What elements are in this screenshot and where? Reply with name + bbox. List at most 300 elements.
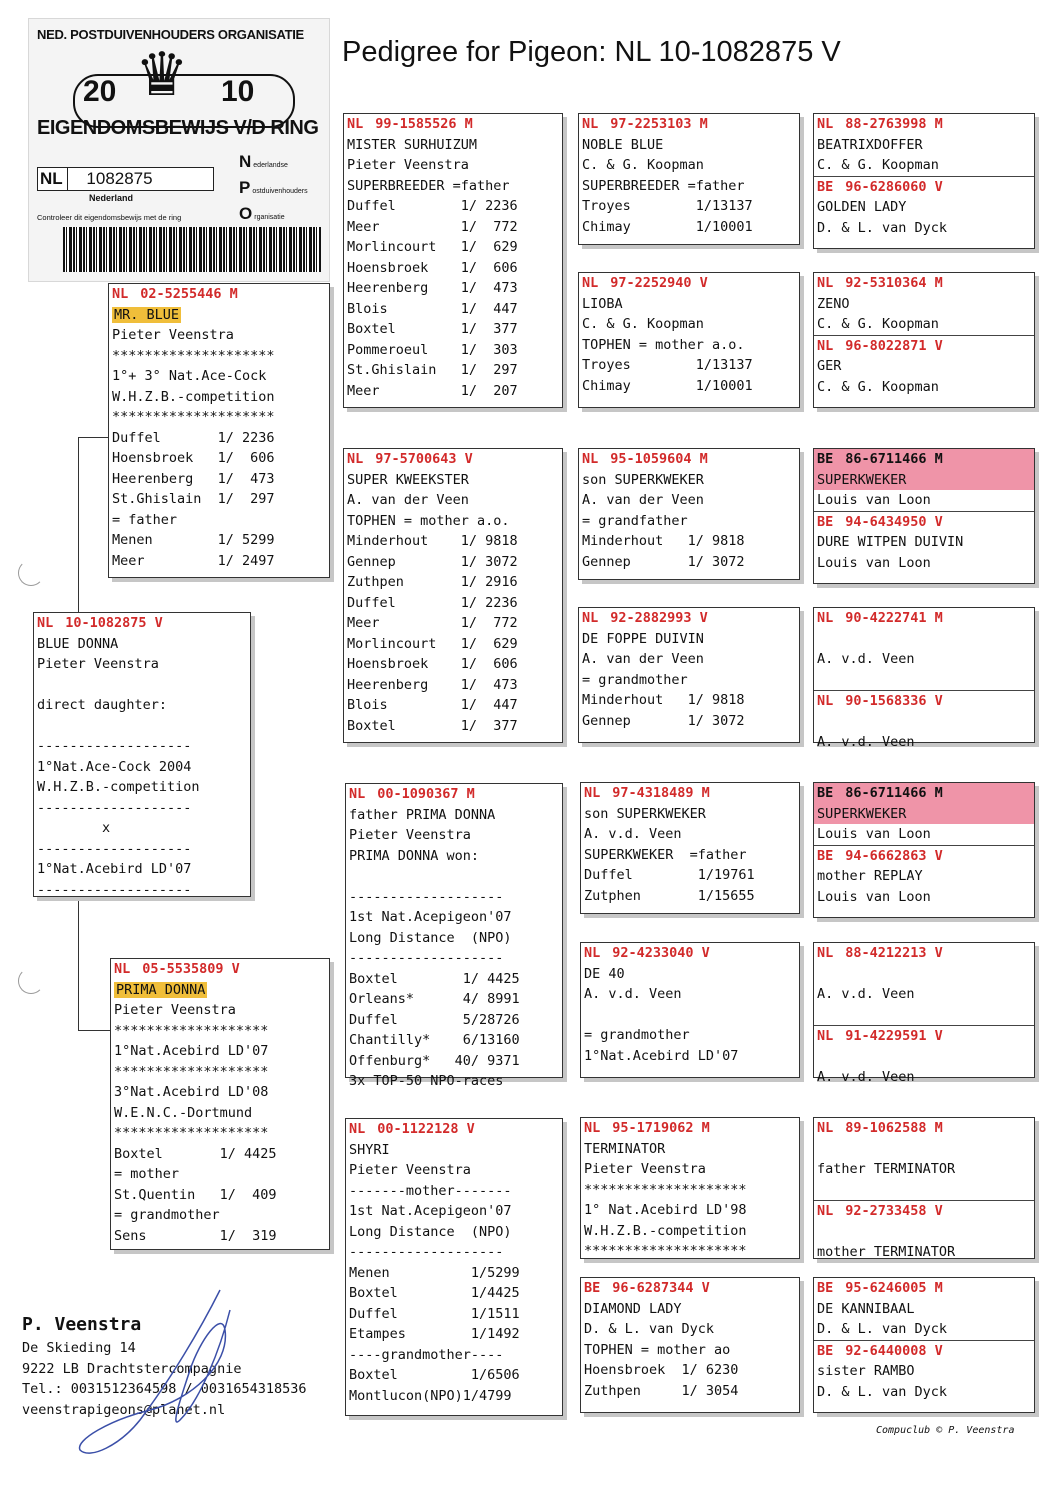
connector-line — [78, 1030, 110, 1031]
pigeon-line: Montlucon(NPO)1/4799 — [349, 1387, 512, 1404]
pigeon-line — [817, 1047, 1032, 1068]
pigeon-line: Duffel 1/19761 — [584, 867, 755, 883]
pigeon-line: father PRIMA DONNA — [349, 806, 496, 823]
ring-value: 00-1122128 V — [377, 1121, 475, 1137]
ring-number — [584, 943, 797, 964]
ring-country: NL — [817, 275, 834, 291]
pigeon-line: Hoensbroek 1/ 6230 — [584, 1362, 739, 1378]
pigeon-entry — [817, 943, 1032, 1025]
breeder-street: De Skieding 14 — [22, 1340, 136, 1356]
pigeon-line: ******************* — [114, 1022, 269, 1039]
ring-country: NL — [817, 337, 834, 354]
pigeon-line: ------------------- — [37, 881, 192, 898]
pedigree-box-ff — [343, 113, 563, 408]
ring-country: NL — [349, 1121, 366, 1137]
ring-number — [817, 608, 1032, 629]
pigeon-entry — [814, 1025, 1034, 1108]
card-npo-block: Nederlandse Postduivenhouders Organisatie — [239, 152, 308, 223]
ring-number — [817, 336, 1032, 357]
ring-value: 05-5535809 V — [142, 961, 240, 977]
ring-value: 90-1568336 V — [845, 693, 943, 709]
ring-country: BE — [817, 178, 834, 195]
ring-country: NL — [582, 451, 599, 467]
pigeon-line: Pieter Veenstra — [347, 157, 469, 173]
pigeon-line — [817, 964, 1032, 985]
pigeon-entry — [814, 511, 1034, 574]
pigeon-line: A. v.d. Veen — [817, 734, 915, 750]
ring-country: NL — [347, 451, 364, 467]
card-org: NED. POSTDUIVENHOUDERS ORGANISATIE — [37, 27, 304, 42]
pigeon-line: W.H.Z.B.-competition — [584, 1222, 747, 1239]
ring-value: 92-2733458 V — [845, 1203, 943, 1219]
ring-number — [817, 449, 1032, 470]
pigeon-line: ZENO — [817, 295, 850, 312]
pigeon-line: A. van der Veen — [582, 651, 704, 667]
pigeon-line: SUPERKWEKER — [817, 805, 907, 822]
pigeon-line: = grandmother — [582, 671, 688, 688]
pigeon-line: ******************** — [112, 347, 275, 364]
copyright: Compuclub © P. Veenstra — [876, 1425, 1015, 1436]
pigeon-line: son SUPERKWEKER — [584, 805, 706, 822]
pigeon-line: DE KANNIBAAL — [817, 1300, 915, 1317]
pigeon-line: Minderhout 1/ 9818 — [347, 533, 518, 549]
pigeon-line: Boxtel 1/ 377 — [347, 321, 518, 337]
pigeon-line: Boxtel 1/ 4425 — [349, 970, 520, 987]
pigeon-line: W.H.Z.B.-competition — [37, 779, 200, 795]
ring-number — [349, 1119, 560, 1140]
pigeon-line: D. & L. van Dyck — [817, 1383, 948, 1400]
pigeon-line: 1st Nat.Acepigeon'07 — [349, 909, 512, 925]
pigeon-line: Offenburg* 40/ 9371 — [349, 1052, 520, 1069]
pedigree-box-mff — [580, 782, 800, 914]
pigeon-line: Zuthpen 1/ 3054 — [584, 1382, 739, 1399]
pigeon-line: D. & L. van Dyck — [584, 1321, 715, 1337]
pigeon-line: father TERMINATOR — [817, 1161, 956, 1177]
pigeon-line: ------------------- — [349, 888, 504, 905]
pedigree-box-fm — [343, 448, 563, 743]
pigeon-head — [817, 1278, 1032, 1299]
pigeon-line: TERMINATOR — [584, 1140, 666, 1157]
ring-value: 91-4229591 V — [845, 1028, 943, 1044]
pigeon-line: DE 40 — [584, 965, 625, 982]
pigeon-line — [584, 1005, 797, 1026]
pigeon-line: Gennep 1/ 3072 — [582, 553, 745, 570]
pigeon-line: Duffel 1/ 2236 — [347, 198, 518, 214]
pigeon-line: BLUE DONNA — [37, 635, 119, 652]
ring-country: BE — [817, 1342, 834, 1359]
pigeon-line: ------------------- — [349, 1244, 504, 1260]
ring-number — [114, 959, 327, 980]
card-year-right: 10 — [221, 75, 255, 108]
pigeon-name-text: PRIMA DONNA — [116, 981, 206, 998]
pigeon-line — [817, 1222, 1032, 1243]
pigeon-line: Long Distance (NPO) — [349, 929, 512, 946]
pigeon-line: Gennep 1/ 3072 — [582, 712, 745, 729]
pigeon-line: Pieter Veenstra — [112, 327, 234, 343]
ring-country: NL — [817, 1028, 834, 1044]
pigeon-line: D. & L. van Dyck — [817, 1321, 948, 1337]
pigeon-line: Zutphen 1/15655 — [584, 887, 755, 904]
pigeon-line: C. & G. Koopman — [817, 316, 939, 332]
lion-emblem-icon: ♛ — [135, 41, 189, 108]
pigeon-line: A. v.d. Veen — [584, 986, 682, 1002]
pigeon-line: Gennep 1/ 3072 — [347, 553, 518, 570]
pigeon-line: ------------------- — [349, 950, 504, 966]
ring-country: NL — [582, 610, 599, 626]
ring-country: BE — [817, 513, 834, 530]
pigeon-line: A. v.d. Veen — [817, 1069, 915, 1085]
pigeon-line: Meer 1/ 772 — [347, 615, 518, 631]
pedigree-box-fmm — [578, 607, 800, 743]
pigeon-line: Blois 1/ 447 — [347, 300, 518, 317]
pigeon-line: Duffel 5/28726 — [349, 1011, 520, 1028]
pedigree-box-mf — [345, 783, 563, 1089]
ring-value: 10-1082875 V — [65, 615, 163, 631]
ring-number — [349, 784, 560, 805]
card-country: NL — [38, 168, 68, 190]
pigeon-line: Pieter Veenstra — [37, 656, 159, 672]
barcode — [63, 227, 321, 272]
breeder-phone: Tel.: 0031512364598 / 0031654318536 — [22, 1381, 307, 1397]
pigeon-line: W.H.Z.B.-competition — [112, 388, 275, 405]
ring-country: BE — [817, 451, 834, 467]
pigeon-entry — [814, 690, 1034, 773]
pigeon-line: C. & G. Koopman — [817, 378, 939, 395]
pigeon-line: 1°Nat.Acebird LD'07 — [584, 1047, 739, 1064]
ring-value: 96-6286060 V — [845, 178, 943, 195]
pigeon-head — [817, 691, 1032, 712]
pigeon-entry — [817, 114, 1032, 176]
pigeon-line: A. v.d. Veen — [817, 651, 915, 667]
signature — [50, 1270, 310, 1470]
pigeon-line: ******************** — [584, 1243, 747, 1259]
pigeon-head — [817, 846, 1032, 867]
pigeon-entry — [814, 1200, 1034, 1283]
pigeon-entry — [817, 608, 1032, 690]
pigeon-line: SUPERBREEDER =father — [347, 177, 510, 194]
pigeon-entry — [817, 783, 1032, 845]
pigeon-line: DURE WITPEN DUIVIN — [817, 534, 964, 550]
pigeon-entry — [814, 335, 1034, 398]
pigeon-head — [817, 1201, 1032, 1222]
ring-value: 95-1059604 M — [610, 451, 708, 467]
ring-value: 92-2882993 V — [610, 610, 708, 626]
ring-value: 92-4233040 V — [612, 945, 710, 961]
pedigree-box-mother — [110, 958, 330, 1250]
pigeon-line: SUPERKWEKER =father — [584, 846, 747, 863]
pigeon-line: Minderhout 1/ 9818 — [582, 692, 745, 708]
pigeon-name — [114, 980, 327, 1001]
pigeon-line: 3°Nat.Acebird LD'08 — [114, 1084, 269, 1100]
pigeon-line: DIAMOND LADY — [584, 1300, 682, 1317]
pigeon-name-text: MR. BLUE — [114, 306, 180, 323]
ring-country: NL — [582, 275, 599, 291]
pedigree-box-g3 — [813, 448, 1035, 584]
pigeon-line: Heerenberg 1/ 473 — [347, 280, 518, 296]
pigeon-line: Chimay 1/10001 — [582, 218, 753, 235]
ring-value: 88-2763998 M — [845, 116, 943, 132]
connector-line — [78, 895, 79, 1030]
ring-country: NL — [349, 786, 366, 802]
ring-number — [817, 846, 1032, 867]
pigeon-line — [349, 866, 560, 887]
pigeon-line: Pieter Veenstra — [349, 827, 471, 843]
ring-number — [817, 1118, 1032, 1139]
ring-country: BE — [817, 1280, 834, 1296]
ring-number — [582, 114, 797, 135]
pigeon-head — [817, 114, 1032, 135]
pigeon-line: Duffel 1/ 2236 — [112, 429, 275, 446]
pigeon-line — [817, 712, 1032, 733]
pigeon-entry — [817, 449, 1032, 511]
pigeon-line: 1st Nat.Acepigeon'07 — [349, 1203, 512, 1219]
pigeon-line: Morlincourt 1/ 629 — [347, 239, 518, 255]
ring-country: NL — [817, 1203, 834, 1219]
pigeon-line — [817, 1180, 1032, 1201]
punch-hole — [18, 968, 44, 994]
breeder-city: 9222 LB Drachtstercompagnie — [22, 1360, 242, 1377]
pigeon-line: BEATRIXDOFFER — [817, 136, 923, 153]
pigeon-line: Pieter Veenstra — [584, 1161, 706, 1177]
pigeon-head — [817, 273, 1032, 294]
ring-country: NL — [584, 945, 601, 961]
pigeon-line — [817, 1088, 1032, 1109]
pigeon-line: Pommeroeul 1/ 303 — [347, 341, 518, 358]
pigeon-line: C. & G. Koopman — [582, 316, 704, 332]
pigeon-line: Heerenberg 1/ 473 — [112, 470, 275, 487]
ring-country: NL — [114, 961, 131, 977]
pedigree-box-g1 — [813, 113, 1035, 249]
ring-number — [582, 273, 797, 294]
ring-country: BE — [817, 847, 834, 864]
pigeon-line: A. van der Veen — [582, 492, 704, 508]
ring-value: 97-4318489 M — [612, 785, 710, 801]
ring-number — [817, 114, 1032, 135]
ring-number — [817, 273, 1032, 294]
pigeon-line: = grandfather — [582, 512, 688, 529]
ring-value: 95-6246005 M — [845, 1280, 943, 1296]
ring-value: 94-6434950 V — [845, 513, 943, 530]
breeder-name: P. Veenstra — [22, 1314, 142, 1335]
pigeon-line: x — [37, 820, 111, 836]
pigeon-line: GOLDEN LADY — [817, 199, 907, 215]
pigeon-line: GER — [817, 358, 842, 374]
ring-number — [817, 783, 1032, 804]
ring-country: NL — [584, 785, 601, 801]
pigeon-line: Hoensbroek 1/ 606 — [347, 259, 518, 276]
ring-value: 92-5310364 M — [845, 275, 943, 291]
pigeon-line: Pieter Veenstra — [349, 1162, 471, 1178]
pigeon-line: MISTER SURHUIZUM — [347, 136, 478, 153]
ring-number — [817, 691, 1032, 712]
pigeon-line: Duffel 1/ 2236 — [347, 594, 518, 611]
pigeon-line: son SUPERKWEKER — [582, 471, 704, 488]
pedigree-box-g8 — [813, 1277, 1035, 1413]
ring-number — [817, 177, 1032, 198]
pigeon-line: Etampes 1/1492 — [349, 1326, 520, 1342]
card-year-left: 20 — [83, 75, 117, 108]
pedigree-box-g4 — [813, 607, 1035, 750]
ring-number — [817, 1026, 1032, 1047]
ring-number — [584, 783, 797, 804]
pigeon-line: = father — [112, 511, 178, 528]
pedigree-box-ffm — [578, 272, 800, 408]
pigeon-line: TOPHEN = mother a.o. — [582, 336, 745, 353]
pigeon-line: Meer 1/ 2497 — [112, 552, 275, 569]
ring-country: NL — [817, 693, 834, 709]
pigeon-line: Sens 1/ 319 — [114, 1227, 277, 1244]
ownership-card — [28, 18, 330, 282]
pigeon-line: ******************** — [112, 409, 275, 425]
pigeon-line: SHYRI — [349, 1141, 390, 1158]
pigeon-line — [817, 629, 1032, 650]
pedigree-box-main — [33, 612, 251, 897]
ring-value: 97-5700643 V — [375, 451, 473, 467]
ring-value: 89-1062588 M — [845, 1120, 943, 1136]
pigeon-head — [814, 449, 1034, 490]
pigeon-line: 1°+ 3° Nat.Ace-Cock — [112, 368, 267, 384]
pigeon-entry — [814, 1340, 1034, 1403]
pigeon-line: TOPHEN = mother a.o. — [347, 512, 510, 529]
pedigree-box-g6 — [813, 942, 1035, 1085]
pigeon-head — [817, 177, 1032, 198]
ring-value: 92-6440008 V — [845, 1342, 943, 1359]
ring-number — [37, 613, 248, 634]
pigeon-line: Pieter Veenstra — [114, 1002, 236, 1018]
pigeon-line: Morlincourt 1/ 629 — [347, 635, 518, 652]
pigeon-line: Blois 1/ 447 — [347, 697, 518, 713]
card-country-name: Nederland — [89, 193, 134, 203]
pigeon-line: Orleans* 4/ 8991 — [349, 991, 520, 1007]
ring-country: NL — [817, 116, 834, 132]
ring-number — [112, 284, 327, 305]
ring-value: 86-6711466 M — [845, 451, 943, 467]
card-ring-field — [37, 167, 214, 191]
pigeon-line: St.Ghislain 1/ 297 — [347, 362, 518, 378]
connector-line — [78, 437, 110, 438]
pedigree-box-mmf — [580, 1117, 800, 1259]
ring-value: 97-2253103 M — [610, 116, 708, 132]
ring-number — [584, 1118, 797, 1139]
pigeon-line: ******************* — [114, 1125, 269, 1141]
pigeon-line: Meer 1/ 772 — [347, 218, 518, 235]
card-heading: EIGENDOMSBEWIJS V/D RING — [37, 117, 319, 139]
pigeon-line: SUPERBREEDER =father — [582, 177, 745, 194]
ring-value: 88-4212213 V — [845, 945, 943, 961]
pigeon-line: DE FOPPE DUIVIN — [582, 630, 704, 647]
ring-country: NL — [817, 610, 834, 626]
npo-line: ederlandse — [253, 162, 288, 169]
pigeon-line: Chimay 1/10001 — [582, 377, 753, 394]
pigeon-line: SUPER KWEEKSTER — [347, 471, 469, 488]
pigeon-line: = grandmother — [114, 1207, 220, 1223]
ring-country: NL — [584, 1120, 601, 1136]
pedigree-box-fmf — [578, 448, 800, 580]
ring-country: NL — [817, 945, 834, 961]
pedigree-box-mmm — [580, 1277, 800, 1413]
pigeon-head — [817, 943, 1032, 964]
pigeon-line: ******************* — [114, 1063, 269, 1080]
pigeon-line: TOPHEN = mother ao — [584, 1341, 731, 1358]
pedigree-box-mm — [345, 1118, 563, 1416]
pigeon-line: mother TERMINATOR — [817, 1244, 956, 1260]
ring-number — [817, 1341, 1032, 1362]
connector-line — [78, 437, 79, 615]
ring-value: 86-6711466 M — [845, 785, 943, 801]
ring-number — [817, 1201, 1032, 1222]
npo-line: rganisatie — [254, 214, 285, 221]
pedigree-box-father — [108, 283, 330, 578]
pigeon-line: Hoensbroek 1/ 606 — [347, 656, 518, 672]
pigeon-line — [37, 716, 248, 737]
pigeon-entry — [817, 1278, 1032, 1340]
pigeon-line: Louis van Loon — [817, 554, 931, 571]
pedigree-box-g2 — [813, 272, 1035, 408]
pigeon-line: Minderhout 1/ 9818 — [582, 533, 745, 549]
pedigree-box-mfm — [580, 942, 800, 1078]
ring-number — [817, 1278, 1032, 1299]
pigeon-name — [112, 305, 327, 326]
pigeon-line: sister RAMBO — [817, 1363, 915, 1379]
card-control-text: Controleer dit eigendomsbewijs met de ring — [37, 213, 182, 222]
ring-value: 96-6287344 V — [612, 1280, 710, 1296]
pigeon-line: Louis van Loon — [817, 492, 931, 508]
pigeon-entry — [814, 176, 1034, 239]
pigeon-line: D. & L. van Dyck — [817, 219, 948, 236]
pigeon-line: St.Quentin 1/ 409 — [114, 1186, 277, 1203]
pigeon-line: A. v.d. Veen — [584, 826, 682, 842]
ring-value: 96-8022871 V — [845, 337, 943, 354]
pigeon-line: C. & G. Koopman — [582, 157, 704, 173]
pigeon-line: Louis van Loon — [817, 826, 931, 842]
pigeon-line: Meer 1/ 207 — [347, 382, 518, 399]
pigeon-line: Boxtel 1/ 4425 — [114, 1145, 277, 1162]
ring-country: BE — [584, 1280, 601, 1296]
pigeon-head — [817, 336, 1032, 357]
pigeon-head — [817, 512, 1032, 533]
pigeon-head — [817, 1341, 1032, 1362]
ring-number — [817, 943, 1032, 964]
pigeon-line: Boxtel 1/ 377 — [347, 717, 518, 734]
pigeon-line: C. & G. Koopman — [817, 157, 939, 173]
pigeon-line: direct daughter: — [37, 697, 168, 713]
pigeon-line: Zuthpen 1/ 2916 — [347, 574, 518, 590]
card-ring-number: 1082875 — [86, 169, 153, 188]
pigeon-line — [37, 675, 248, 696]
ring-number — [582, 449, 797, 470]
pigeon-line: Long Distance (NPO) — [349, 1223, 512, 1240]
pigeon-line: ------------------- — [37, 799, 192, 816]
pigeon-head — [814, 783, 1034, 824]
pigeon-line: mother REPLAY — [817, 868, 923, 884]
pigeon-line: Boxtel 1/4425 — [349, 1285, 520, 1301]
pigeon-line: 1°Nat.Ace-Cock 2004 — [37, 758, 192, 775]
ring-number — [347, 449, 560, 470]
pigeon-line: Troyes 1/13137 — [582, 357, 753, 373]
ring-number — [582, 608, 797, 629]
ring-country: NL — [582, 116, 599, 132]
pigeon-line: PRIMA DONNA won: — [349, 847, 480, 864]
ring-country: NL — [112, 286, 129, 302]
pigeon-line: Troyes 1/13137 — [582, 198, 753, 214]
pigeon-line: Chantilly* 6/13160 — [349, 1032, 520, 1048]
pigeon-line: SUPERKWEKER — [817, 471, 907, 488]
pigeon-entry — [814, 845, 1034, 908]
pigeon-line: LIOBA — [582, 295, 623, 312]
ring-value: 90-4222741 M — [845, 610, 943, 626]
ring-value: 99-1585526 M — [375, 116, 473, 132]
ring-number — [817, 512, 1032, 533]
